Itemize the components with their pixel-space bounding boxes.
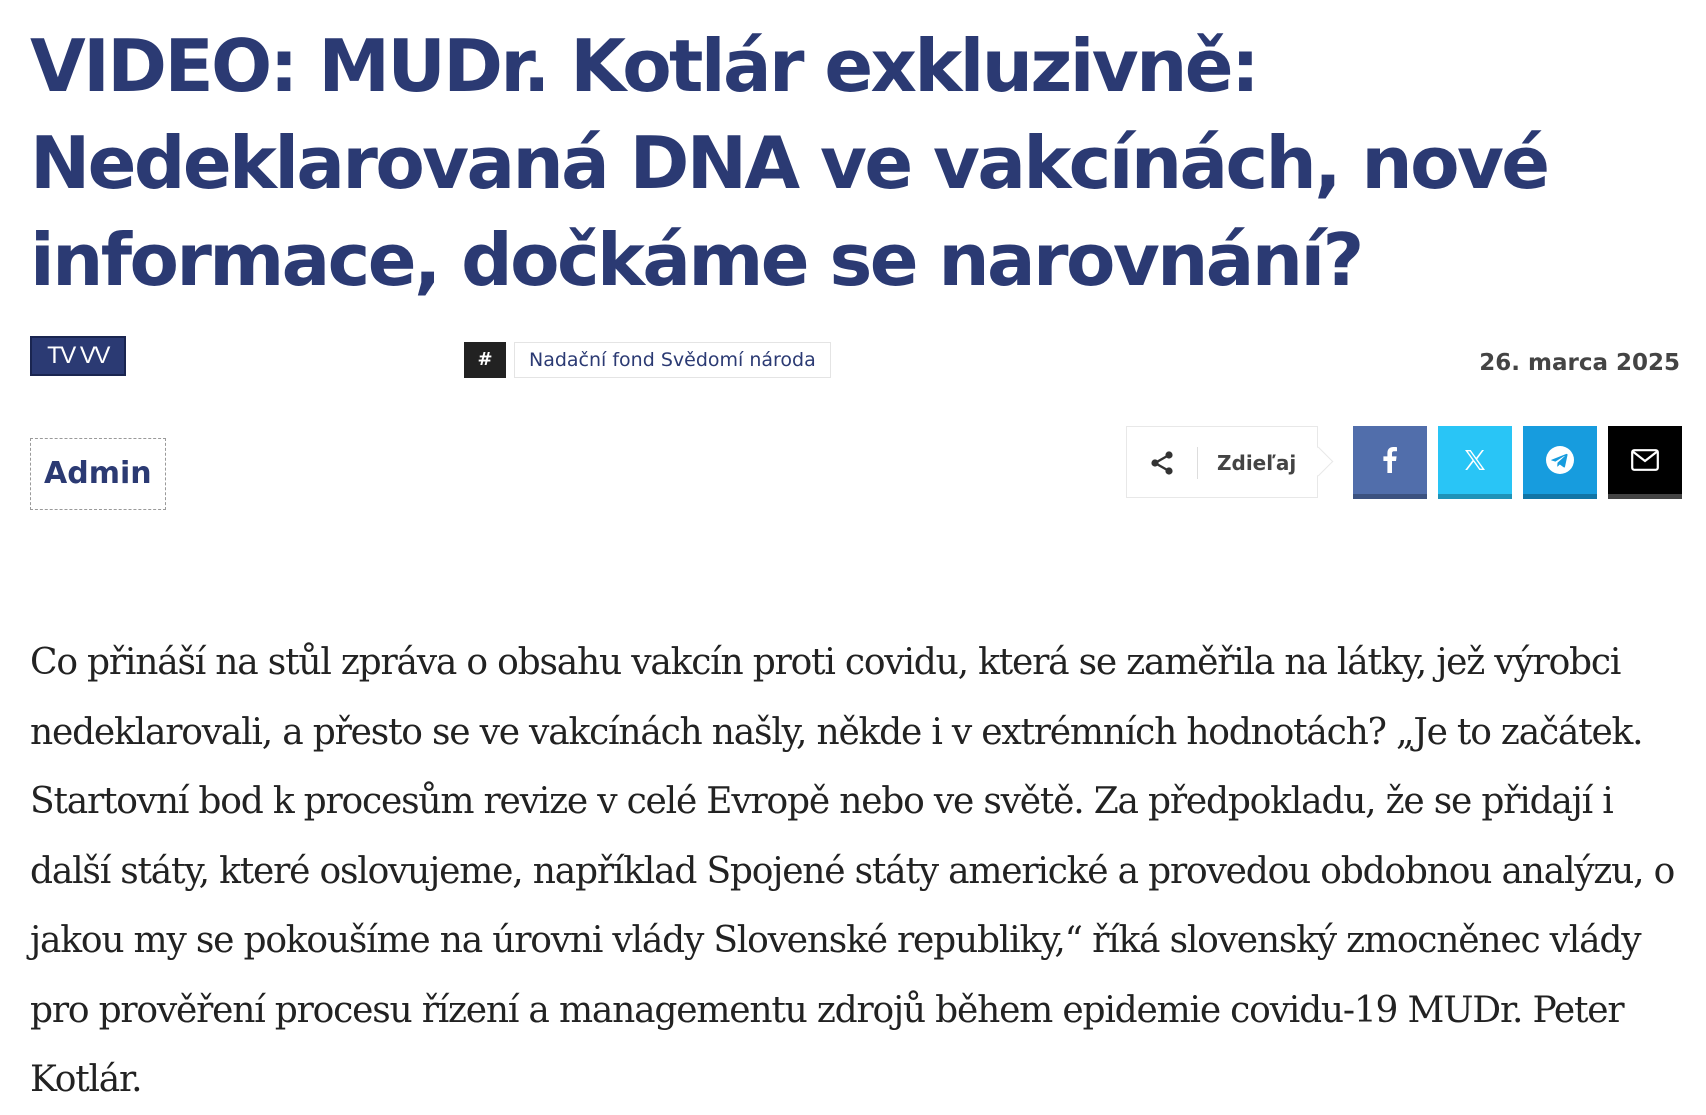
share-divider xyxy=(1197,447,1198,479)
mail-icon xyxy=(1631,449,1659,471)
facebook-icon xyxy=(1383,447,1397,473)
email-share-button[interactable] xyxy=(1608,426,1682,499)
telegram-icon xyxy=(1545,445,1575,475)
article-body: Co přináší na stůl zpráva o obsahu vakcín proti covidu, která se zaměřila na látky, jež výrobci nedeklarovali, a přesto se ve vakcínách našly, někde i v extrémních hodnotách? „Je to začátek. Startovní bod k procesům revize v celé Evropě nebo ve světě. Za předpokladu, že se přidají i další státy, které oslovujeme, například Spojené státy americké a provedou obdobnou analýzu, o jakou my se pokoušíme na úrovni vlády Slovenské republiky,“ říká slovenský zmocněnec vlády pro prověření procesu řízení a managementu zdrojů během epidemie covidu-19 MUDr. Peter Kotlár. xyxy=(30,642,1675,1100)
telegram-share-button[interactable] xyxy=(1523,426,1597,499)
x-share-button[interactable] xyxy=(1438,426,1512,499)
share-icon xyxy=(1149,450,1175,476)
article-headline: VIDEO: MUDr. Kotlár exkluzivně: Nedeklarovaná DNA ve vakcínách, nové informace, dočkáme se narovnání? xyxy=(30,24,1548,302)
x-icon xyxy=(1463,448,1487,472)
author-link[interactable]: Admin xyxy=(30,438,166,510)
share-label: Zdieľaj xyxy=(1217,451,1297,475)
source-badge[interactable]: TV VV xyxy=(30,336,126,376)
share-box[interactable] xyxy=(1126,426,1318,498)
tag-hash-icon: # xyxy=(464,342,506,378)
facebook-share-button[interactable] xyxy=(1353,426,1427,499)
article-meta xyxy=(30,336,1680,380)
article-date: 26. marca 2025 xyxy=(1479,350,1680,376)
tag-link[interactable]: Nadační fond Svědomí národa xyxy=(514,342,831,378)
